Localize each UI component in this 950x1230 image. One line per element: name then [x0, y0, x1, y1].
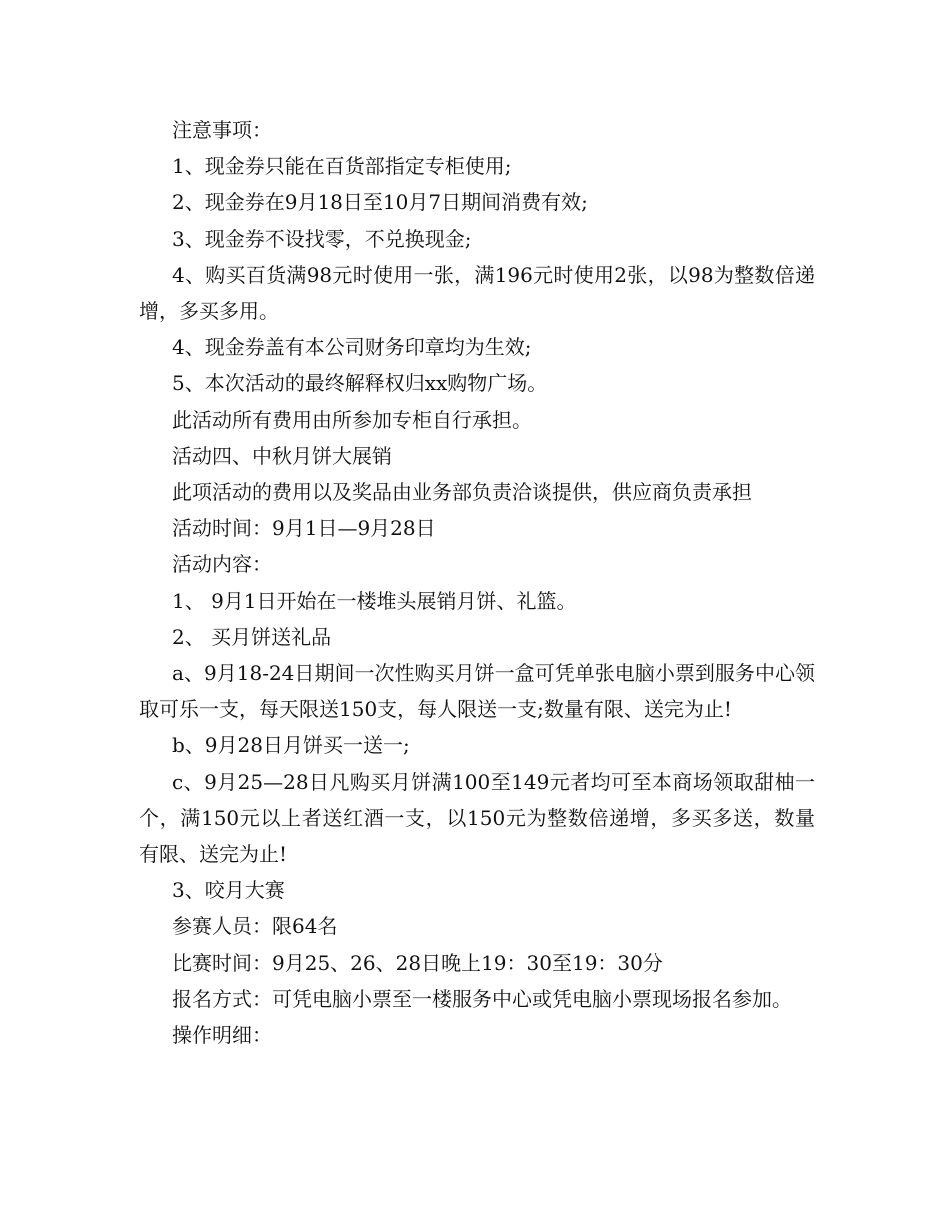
- note-item-5: 5、本次活动的最终解释权归xx购物广场。: [172, 371, 548, 396]
- content-item-2b: b、9月28日月饼买一送一;: [172, 733, 410, 758]
- contest-title: 3、咬月大赛: [172, 878, 285, 903]
- note-item-4: 4、购买百货满98元时使用一张，满196元时使用2张，以98为整数倍递增，多买多用。: [139, 262, 815, 324]
- content-item-1: 1、 9月1日开始在一楼堆头展销月饼、礼篮。: [172, 588, 577, 613]
- content-item-2a: a、9月18-24日期间一次性购买月饼一盒可凭单张电脑小票到服务中心领取可乐一支，每天限送150支，每人限送一支;数量有限、送完为止!: [139, 661, 815, 722]
- activity-four-title: 活动四、中秋月饼大展销: [172, 443, 392, 468]
- document-body: [139, 112, 815, 1053]
- note-item-2: 2、现金券在9月18日至10月7日期间消费有效;: [172, 190, 588, 215]
- contest-participants: 参赛人员：限64名: [172, 914, 338, 939]
- note-item-3: 3、现金券不设找零，不兑换现金;: [172, 226, 472, 251]
- note-item-4b: 4、现金券盖有本公司财务印章均为生效;: [172, 335, 532, 360]
- content-item-2c: c、9月25—28日凡购买月饼满100至149元者均可至本商场领取甜柚一个，满150元以上者送红酒一支，以150元为整数倍递增，多买多送，数量有限、送完为止!: [139, 769, 815, 867]
- content-item-2: 2、 买月饼送礼品: [172, 624, 332, 649]
- contest-time: 比赛时间：9月25、26、28日晚上19：30至19：30分: [172, 950, 663, 975]
- activity-time: 活动时间：9月1日—9月28日: [172, 516, 436, 541]
- contest-registration: 报名方式：可凭电脑小票至一楼服务中心或凭电脑小票现场报名参加。: [172, 986, 792, 1011]
- activity-cost-note: 此项活动的费用以及奖品由业务部负责洽谈提供，供应商负责承担: [172, 480, 752, 505]
- operation-details-heading: 操作明细：: [172, 1023, 272, 1048]
- note-item-1: 1、现金券只能在百货部指定专柜使用;: [172, 154, 512, 179]
- notes-heading: 注意事项：: [172, 118, 272, 142]
- activity-content-heading: 活动内容：: [172, 552, 272, 577]
- cost-statement: 此活动所有费用由所参加专柜自行承担。: [172, 407, 532, 432]
